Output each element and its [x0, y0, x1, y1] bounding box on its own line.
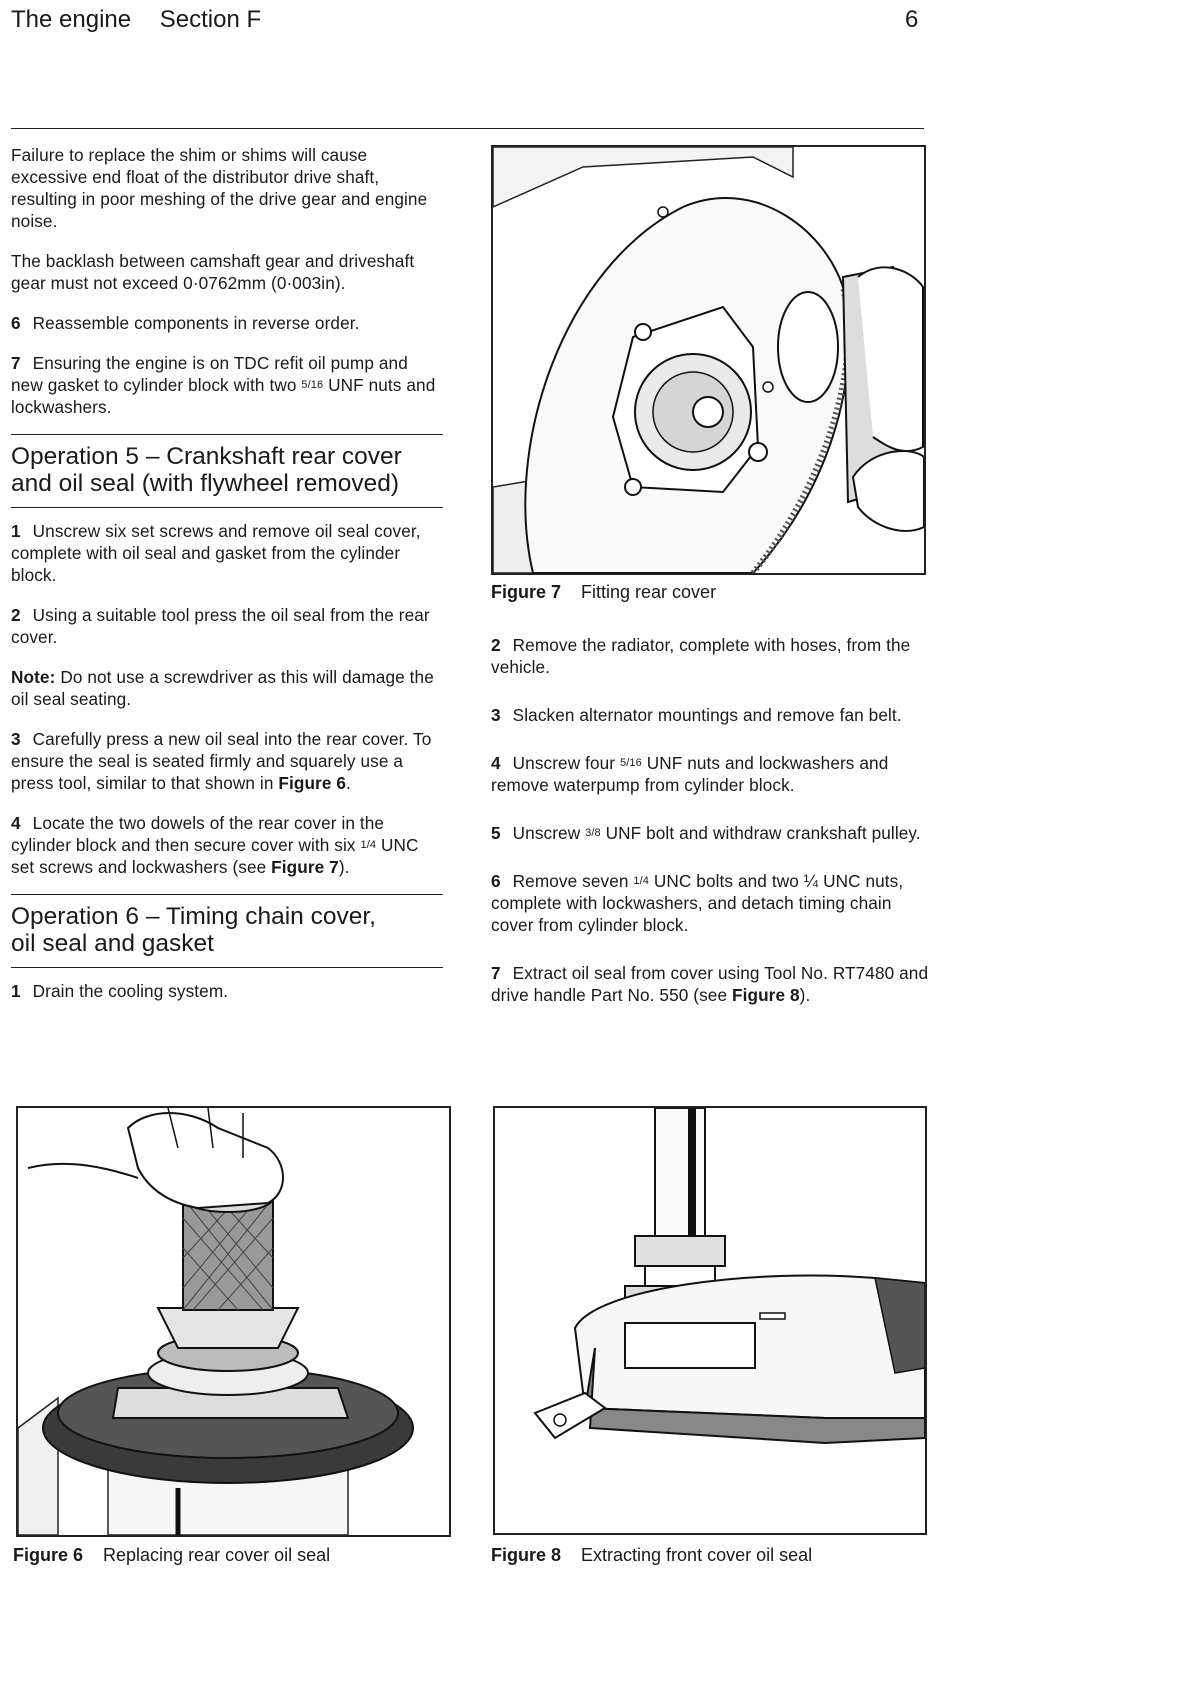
figure-6-illustration	[16, 1106, 451, 1537]
chapter-title: The engine	[11, 6, 132, 33]
right-column	[491, 634, 931, 1024]
paragraph: The backlash between camshaft gear and driveshaft gear must not exceed 0·0762mm (0·003in).	[11, 251, 415, 293]
step-item: 4 Locate the two dowels of the rear cover in the cylinder block and then secure cover with six 1/4 UNC set screws and lockwashers (see Figure 7).	[11, 813, 419, 877]
operation-6-heading: Operation 6 – Timing chain cover, oil seal and gasket	[11, 894, 443, 968]
rear-cover-drawing	[493, 147, 924, 573]
step-item: 1 Unscrew six set screws and remove oil seal cover, complete with oil seal and gasket from the cylinder block.	[11, 521, 421, 585]
page-header	[11, 6, 261, 34]
step-item: 2 Remove the radiator, complete with hoses, from the vehicle.	[491, 635, 911, 677]
step-item: 1 Drain the cooling system.	[11, 981, 229, 1001]
figure-8-caption: Figure 8 Extracting front cover oil seal	[491, 1545, 813, 1565]
step-item: 6 Remove seven 1/4 UNC bolts and two ¼ UNC nuts, complete with lockwashers, and detach timing chain cover from cylinder block.	[491, 871, 904, 935]
step-item: 4 Unscrew four 5/16 UNF nuts and lockwashers and remove waterpump from cylinder block.	[491, 753, 889, 795]
page-number: 6	[905, 6, 919, 33]
figure-ref: Figure 8	[732, 985, 800, 1005]
figure-8-illustration	[493, 1106, 927, 1535]
figure-6-caption: Figure 6 Replacing rear cover oil seal	[13, 1545, 331, 1565]
step-item: 7 Ensuring the engine is on TDC refit oil pump and new gasket to cylinder block with two 5/16 UNF nuts and lockwashers.	[11, 353, 436, 417]
section-label: Section F	[159, 6, 262, 33]
paragraph: Failure to replace the shim or shims will cause excessive end float of the distributor drive shaft, resulting in poor meshing of the drive gear and engine noise.	[11, 145, 428, 231]
step-item: 3 Slacken alternator mountings and remove fan belt.	[491, 705, 902, 725]
figure-7-caption: Figure 7 Fitting rear cover	[491, 582, 717, 602]
press-tool-drawing	[18, 1108, 449, 1535]
seal-extractor-drawing	[495, 1108, 925, 1533]
step-item: 7 Extract oil seal from cover using Tool No. RT7480 and drive handle Part No. 550 (see Figure 8).	[491, 963, 929, 1005]
operation-5-heading: Operation 5 – Crankshaft rear cover and oil seal (with flywheel removed)	[11, 434, 443, 508]
step-item: 5 Unscrew 3/8 UNF bolt and withdraw crankshaft pulley.	[491, 823, 921, 843]
header-rule	[11, 128, 924, 129]
step-item: 3 Carefully press a new oil seal into the rear cover. To ensure the seal is seated firmly and squarely use a press tool, similar to that shown in Figure 6.	[11, 729, 432, 793]
figure-ref: Figure 6	[278, 773, 347, 793]
figure-7-illustration	[491, 145, 926, 575]
figure-ref: Figure 7	[271, 857, 339, 877]
step-item: 2 Using a suitable tool press the oil seal from the rear cover.	[11, 605, 430, 647]
note: Note: Do not use a screwdriver as this will damage the oil seal seating.	[11, 667, 434, 709]
step-item: 6 Reassemble components in reverse order.	[11, 313, 360, 333]
left-column	[11, 144, 443, 1020]
